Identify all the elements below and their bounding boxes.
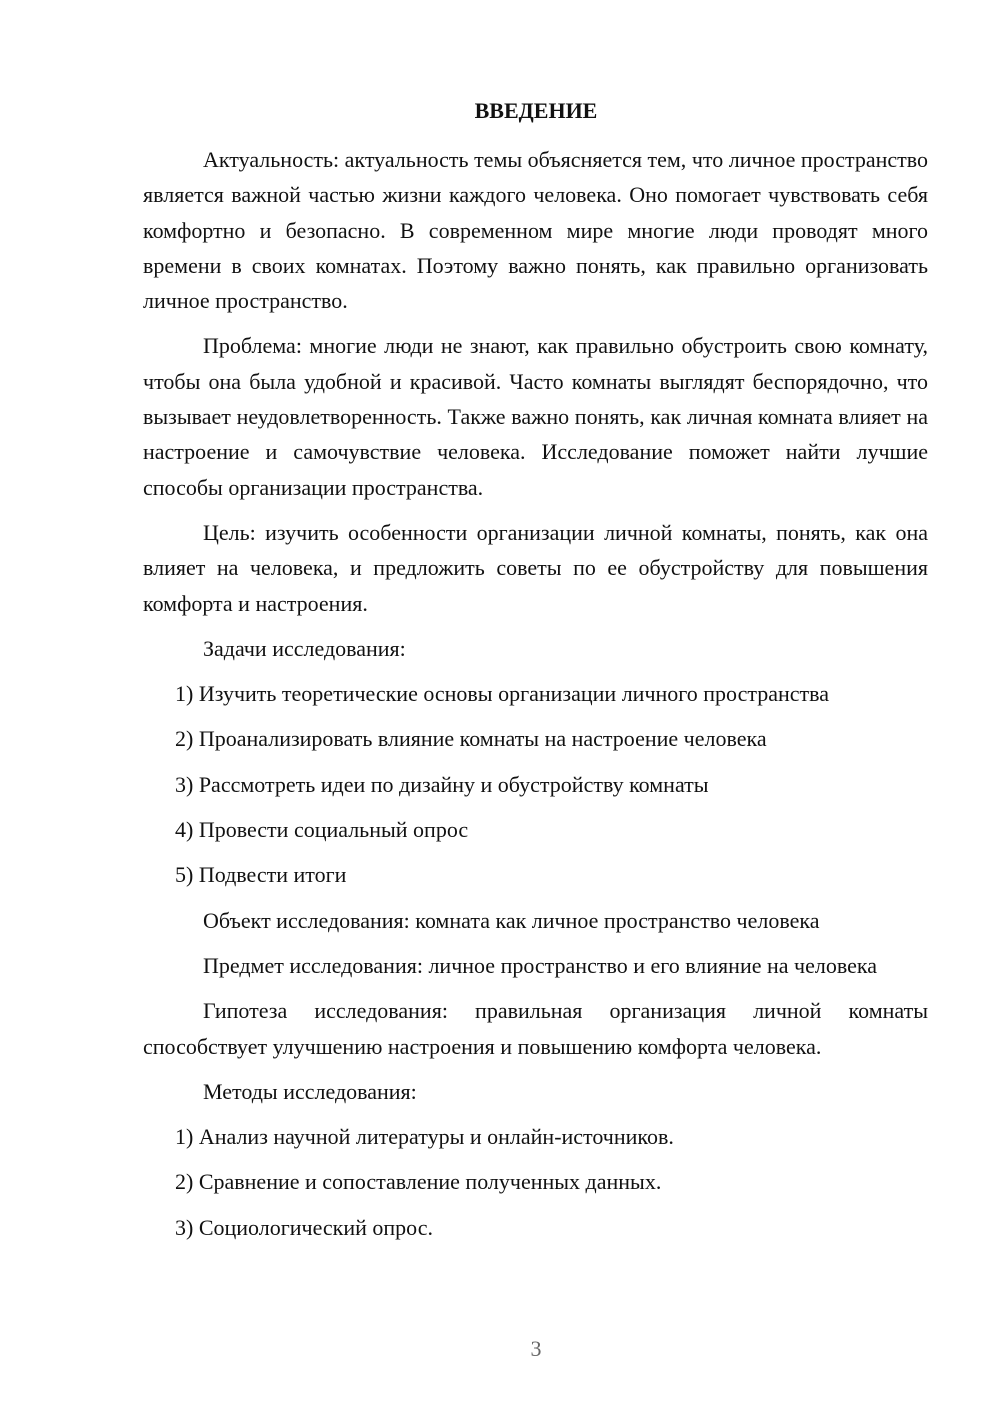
hypothesis-paragraph: Гипотеза исследования: правильная организация личной комнаты способствует улучшению настроения и повышению комфорта человека. (143, 998, 928, 1059)
methods-heading: Методы исследования: (203, 1078, 417, 1104)
method-item: 3) Социологический опрос. (175, 1214, 433, 1240)
task-item: 5) Подвести итоги (175, 862, 347, 888)
document-body (143, 142, 928, 1255)
task-item: 2) Проанализировать влияние комнаты на настроение человека (175, 726, 767, 752)
page-number: 3 (530, 1336, 542, 1361)
page-title: ВВЕДЕНИЕ (474, 98, 598, 123)
object-paragraph: Объект исследования: комната как личное пространство человека (203, 907, 820, 933)
task-item: 1) Изучить теоретические основы организации личного пространства (175, 681, 830, 707)
subject-paragraph: Предмет исследования: личное пространство и его влияние на человека (203, 952, 877, 978)
task-item: 4) Провести социальный опрос (175, 817, 469, 843)
tasks-heading: Задачи исследования: (203, 635, 406, 661)
relevance-paragraph: Актуальность: актуальность темы объясняется тем, что личное пространство является важной частью жизни каждого человека. Оно помогает чувствовать себя комфортно и безопасно. В современном мире многие люди проводят много времени в своих комнатах. Поэтому важно понять, как правильно организовать личное пространство. (143, 147, 928, 314)
method-item: 1) Анализ научной литературы и онлайн-источников. (175, 1124, 674, 1150)
goal-paragraph: Цель: изучить особенности организации личной комнаты, понять, как она влияет на человека, и предложить советы по ее обустройству для повышения комфорта и настроения. (143, 519, 928, 616)
task-item: 3) Рассмотреть идеи по дизайну и обустройству комнаты (175, 771, 709, 797)
method-item: 2) Сравнение и сопоставление полученных данных. (175, 1169, 662, 1195)
problem-paragraph: Проблема: многие люди не знают, как правильно обустроить свою комнату, чтобы она была удобной и красивой. Часто комнаты выглядят беспорядочно, что вызывает неудовлетворенность. Также важно понять, как личная комната влияет на настроение и самочувствие человека. Исследование поможет найти лучшие способы организации пространства. (143, 333, 928, 500)
